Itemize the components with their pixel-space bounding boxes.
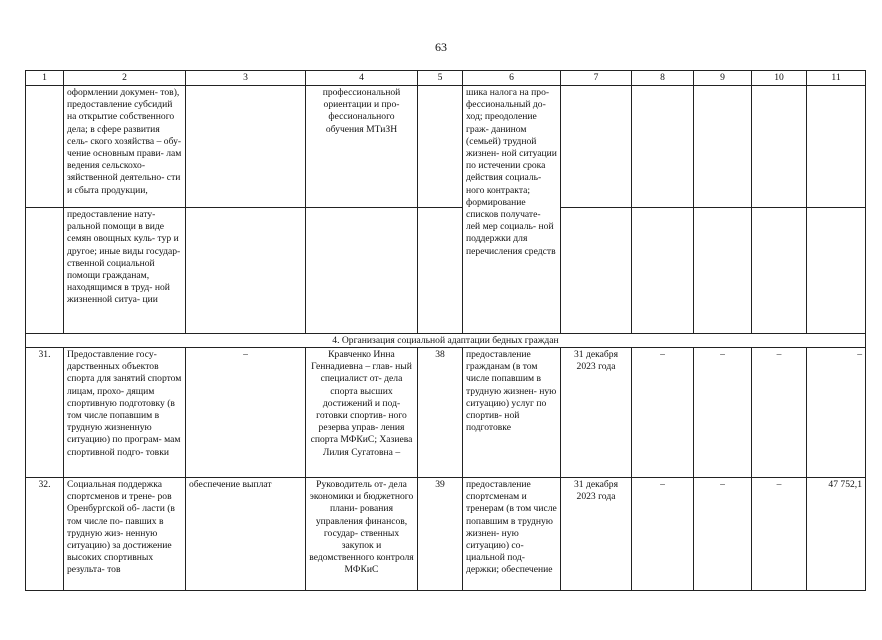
table-row [26, 86, 866, 208]
column-number: 4 [306, 71, 418, 86]
finance-cell [694, 208, 752, 334]
table-row [26, 348, 866, 478]
column-number: 5 [418, 71, 463, 86]
indicator-cell [418, 208, 463, 334]
column-number: 6 [463, 71, 561, 86]
page-number: 63 [435, 40, 447, 54]
number-cell: 32. [26, 478, 64, 591]
measure-cell: оформлении докумен- тов), предоставление субсидий на открытие собственного дела; в сфере развития сель- ского хозяйства – обу- чение основным прави- лам ведения сельскохо- зяйственной деятельно- сти и сбыта продукции, [64, 86, 186, 208]
finance-cell: 47 752,1 [807, 478, 866, 591]
responsible-cell: Руководитель от- дела экономики и бюджетного плани- рования управления финансов, государ- ственных закупок и ведомственного контроля МФКиС [306, 478, 418, 591]
indicator-cell: 38 [418, 348, 463, 478]
column-number: 9 [694, 71, 752, 86]
mechanism-cell [186, 208, 306, 334]
deadline-cell: 31 декабря 2023 года [561, 478, 632, 591]
finance-cell [807, 86, 866, 208]
program-table [25, 70, 866, 591]
finance-cell: – [632, 478, 694, 591]
section-title: 4. Организация социальной адаптации бедных граждан [26, 334, 866, 348]
number-cell: 31. [26, 348, 64, 478]
finance-cell [752, 86, 807, 208]
result-cell: шика налога на про- фессиональный до- ход; преодоление граж- данином (семьей) трудной жизнен- ной ситуации по истечении срока действия социаль- ного контракта; формирование списков получате- лей мер социаль- ной поддержки для перечисления средств [463, 86, 561, 334]
mechanism-cell [186, 86, 306, 208]
measure-cell: Социальная поддержка спортсменов и трене- ров Оренбургской об- ласти (в том числе по- павших в трудную жиз- ненную ситуацию) за достижение высоких спортивных результа- тов [64, 478, 186, 591]
responsible-cell: профессиональной ориентации и про- фессионального обучения МТиЗН [306, 86, 418, 208]
finance-cell: – [752, 348, 807, 478]
column-number: 2 [64, 71, 186, 86]
section-row [26, 334, 866, 348]
deadline-cell [561, 208, 632, 334]
measure-cell: Предоставление госу- дарственных объектов спорта для занятий спортом лицам, прохо- дящим спортивную подготовку (в том числе попавшим в трудную жизненную ситуацию) по програм- мам спортивной подго- товки [64, 348, 186, 478]
finance-cell: – [807, 348, 866, 478]
mechanism-cell: обеспечение выплат [186, 478, 306, 591]
finance-cell [752, 208, 807, 334]
column-number: 3 [186, 71, 306, 86]
column-number: 11 [807, 71, 866, 86]
mechanism-cell: – [186, 348, 306, 478]
column-number: 10 [752, 71, 807, 86]
table-row [26, 208, 866, 334]
indicator-cell [418, 86, 463, 208]
finance-cell: – [752, 478, 807, 591]
responsible-cell: Кравченко Инна Геннадиевна – глав- ный специалист от- дела спорта высших достижений и под- готовки спортив- ного резерва управ- ления спорта МФКиС; Хазиева Лилия Сугатовна – [306, 348, 418, 478]
finance-cell: – [694, 478, 752, 591]
column-number: 8 [632, 71, 694, 86]
column-number: 1 [26, 71, 64, 86]
indicator-cell: 39 [418, 478, 463, 591]
finance-cell: – [632, 348, 694, 478]
finance-cell [632, 86, 694, 208]
column-number-row [26, 71, 866, 86]
column-number: 7 [561, 71, 632, 86]
finance-cell [807, 208, 866, 334]
result-cell: предоставление гражданам (в том числе попавшим в трудную жизнен- ную ситуацию) услуг по спортив- ной подготовке [463, 348, 561, 478]
deadline-cell: 31 декабря 2023 года [561, 348, 632, 478]
responsible-cell [306, 208, 418, 334]
number-cell [26, 208, 64, 334]
result-cell: предоставление спортсменам и тренерам (в том числе попавшим в трудную жизнен- ную ситуацию) со- циальной под- держки; обеспечение [463, 478, 561, 591]
table-row [26, 478, 866, 591]
finance-cell [632, 208, 694, 334]
number-cell [26, 86, 64, 208]
measure-cell: предоставление нату- ральной помощи в виде семян овощных куль- тур и другое; иные виды государ- ственной социальной помощи гражданам, находящимся в труд- ной жизненной ситуа- ции [64, 208, 186, 334]
finance-cell [694, 86, 752, 208]
finance-cell: – [694, 348, 752, 478]
deadline-cell [561, 86, 632, 208]
